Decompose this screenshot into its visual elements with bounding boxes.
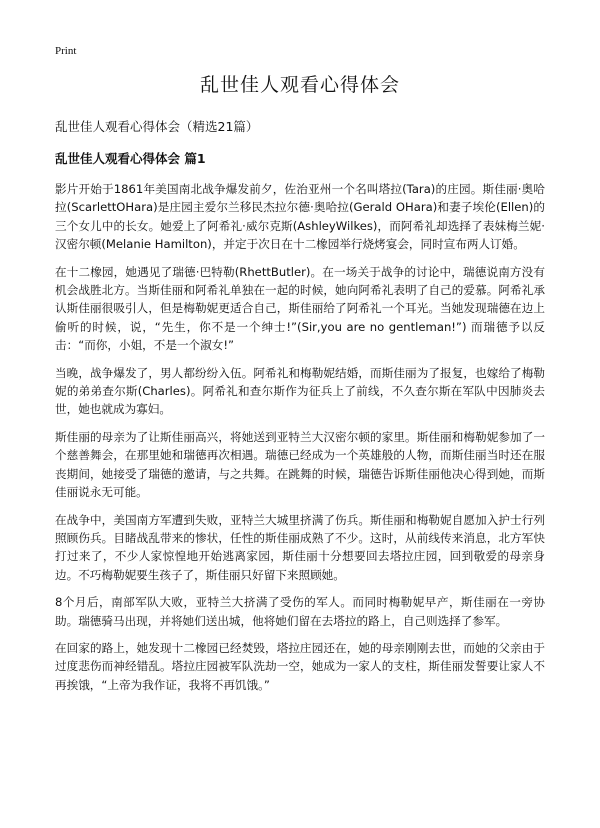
section-heading: 乱世佳人观看心得体会 篇1 <box>55 151 206 166</box>
paragraph-2: 在十二橡园，她遇见了瑞德·巴特勒(RhettButler)。在一场关于战争的讨论中，瑞德说南方没有机会战胜北方。当斯佳丽和阿希礼单独在一起的时候，她向阿希礼表明了自己的爱慕。阿希礼承认斯佳丽很吸引人，但是梅勒妮更适合自己，斯佳丽给了阿希礼一个耳光。当她发现瑞德在边上偷听的时候，说，“先生，你不是一个绅士!”(Sir,you are no gentleman!”) 而瑞德予以反击：“而你，小姐，不是一个淑女!” <box>55 264 545 353</box>
paragraph-3: 当晚，战争爆发了，男人都纷纷入伍。阿希礼和梅勒妮结婚，而斯佳丽为了报复，也嫁给了梅勒妮的弟弟查尔斯(Charles)。阿希礼和查尔斯作为征兵上了前线，不久查尔斯在军队中因肺炎去世，她也就成为寡妇。 <box>55 365 545 417</box>
page-title: 乱世佳人观看心得体会 <box>199 74 400 96</box>
paragraph-5: 在战争中，美国南方军遭到失败，亚特兰大城里挤满了伤兵。斯佳丽和梅勒妮自愿加入护士行列照顾伤兵。目睹战乱带来的惨状，任性的斯佳丽成熟了不少。这时，从前线传来消息，北方军快打过来了，不少人家惊惶地开始逃离家园，斯佳丽十分想要回去塔拉庄园，回到敬爱的母亲身边。不巧梅勒妮要生孩子了，斯佳丽只好留下来照顾她。 <box>55 512 545 582</box>
paragraph-7: 在回家的路上，她发现十二橡园已经焚毁，塔拉庄园还在，她的母亲刚刚去世，而她的父亲由于过度悲伤而神经错乱。塔拉庄园被军队洗劫一空，她成为一家人的支柱，斯佳丽发誓要让家人不再挨饿，“上帝为我作证，我将不再饥饿。” <box>55 640 545 692</box>
print-link[interactable]: Print <box>55 45 77 57</box>
paragraph-6: 8个月后，南部军队大败，亚特兰大挤满了受伤的军人。而同时梅勒妮早产，斯佳丽在一旁协助。瑞德骑马出现，并将她们送出城，他将她们留在去塔拉的路上，自己则选择了参军。 <box>55 595 545 628</box>
paragraph-4: 斯佳丽的母亲为了让斯佳丽高兴，将她送到亚特兰大汉密尔顿的家里。斯佳丽和梅勒妮参加了一个慈善舞会，在那里她和瑞德再次相遇。瑞德已经成为一个英雄般的人物，而斯佳丽当时还在服丧期间，她接受了瑞德的邀请，与之共舞。在跳舞的时候，瑞德告诉斯佳丽他决心得到她，而斯佳丽说永无可能。 <box>55 429 545 500</box>
paragraph-1: 影片开始于1861年美国南北战争爆发前夕，佐治亚州一个名叫塔拉(Tara)的庄园。斯佳丽·奥哈拉(ScarlettOHara)是庄园主爱尔兰移民杰拉尔德·奥哈拉(Gerald OHara)和妻子埃伦(Ellen)的三个女儿中的长女。她爱上了阿希礼·威尔克斯(AshleyWilkes)，而阿希礼却选择了表妹梅兰妮·汉密尔顿(Melanie Hamilton)，并定于次日在十二橡园举行烧烤宴会，同时宣布两人订婚。 <box>55 182 545 252</box>
document-subtitle: 乱世佳人观看心得体会（精选21篇） <box>55 119 259 134</box>
